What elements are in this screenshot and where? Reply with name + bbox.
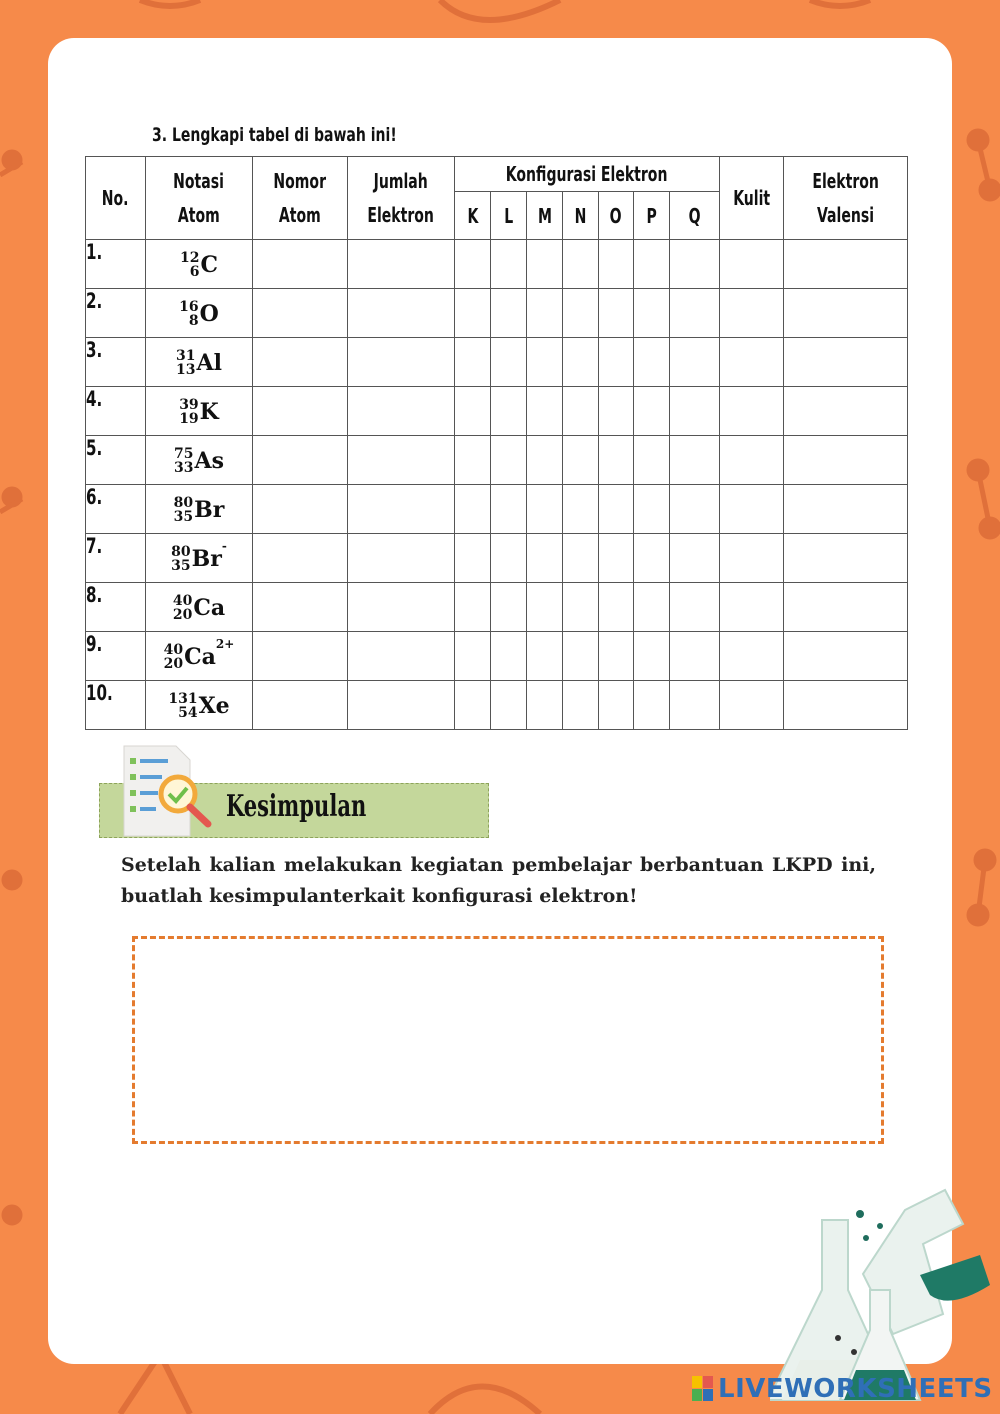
elektron-valensi-input[interactable] xyxy=(784,534,908,583)
header-kulit: Kulit xyxy=(720,157,784,240)
header-shell-m: M xyxy=(527,192,563,240)
shell-q-input[interactable] xyxy=(670,289,720,338)
atom-notation xyxy=(146,632,253,681)
shell-p-input[interactable] xyxy=(634,289,670,338)
elektron-valensi-input[interactable] xyxy=(784,338,908,387)
row-number: 1. xyxy=(86,240,146,289)
mass-number: 80 xyxy=(173,495,194,511)
kesimpulan-answer-box[interactable] xyxy=(132,936,884,1144)
shell-q-input[interactable] xyxy=(670,485,720,534)
jumlah-elektron-input[interactable] xyxy=(348,583,455,632)
jumlah-elektron-input[interactable] xyxy=(348,436,455,485)
header-notasi-atom: Notasi Atom xyxy=(146,157,253,240)
shell-p-input[interactable] xyxy=(634,583,670,632)
elektron-valensi-input[interactable] xyxy=(784,289,908,338)
kesimpulan-instruction: Setelah kalian melakukan kegiatan pembelajar berbantuan LKPD ini, buatlah kesimpulanterkait konfigurasi elektron! xyxy=(121,854,876,907)
mass-number: 12 xyxy=(180,250,200,266)
atom-notation xyxy=(146,289,253,338)
atom-notation xyxy=(146,338,253,387)
atom-notation xyxy=(146,583,253,632)
shell-l-input[interactable] xyxy=(491,436,527,485)
atomic-number: 6 xyxy=(189,264,200,280)
kulit-input[interactable] xyxy=(720,240,784,289)
mass-number: 31 xyxy=(176,348,196,364)
shell-m-input[interactable] xyxy=(527,387,563,436)
elektron-valensi-input[interactable] xyxy=(784,387,908,436)
kulit-input[interactable] xyxy=(720,436,784,485)
shell-o-input[interactable] xyxy=(599,632,634,681)
shell-k-input[interactable] xyxy=(455,338,491,387)
shell-n-input[interactable] xyxy=(563,387,599,436)
shell-q-input[interactable] xyxy=(670,338,720,387)
shell-n-input[interactable] xyxy=(563,534,599,583)
table-row xyxy=(86,681,908,730)
jumlah-elektron-input[interactable] xyxy=(348,632,455,681)
elektron-valensi-input[interactable] xyxy=(784,681,908,730)
shell-k-input[interactable] xyxy=(455,485,491,534)
nomor-atom-input[interactable] xyxy=(253,289,348,338)
shell-o-input[interactable] xyxy=(599,436,634,485)
liveworksheets-logo-icon xyxy=(692,1376,714,1402)
shell-n-input[interactable] xyxy=(563,240,599,289)
kulit-input[interactable] xyxy=(720,485,784,534)
shell-o-input[interactable] xyxy=(599,240,634,289)
shell-o-input[interactable] xyxy=(599,338,634,387)
atomic-number: 35 xyxy=(173,509,194,525)
atomic-number: 20 xyxy=(172,607,193,623)
shell-p-input[interactable] xyxy=(634,387,670,436)
ion-charge: 2+ xyxy=(215,637,235,651)
liveworksheets-text: LIVEWORKSHEETS xyxy=(718,1374,993,1404)
row-number: 9. xyxy=(86,632,146,681)
kulit-input[interactable] xyxy=(720,583,784,632)
elektron-valensi-input[interactable] xyxy=(784,485,908,534)
mass-number: 40 xyxy=(163,642,184,658)
row-number: 6. xyxy=(86,485,146,534)
shell-k-input[interactable] xyxy=(455,436,491,485)
table-row xyxy=(86,485,908,534)
jumlah-elektron-input[interactable] xyxy=(348,338,455,387)
shell-k-input[interactable] xyxy=(455,583,491,632)
nomor-atom-input[interactable] xyxy=(253,485,348,534)
nomor-atom-input[interactable] xyxy=(253,583,348,632)
shell-m-input[interactable] xyxy=(527,534,563,583)
table-body xyxy=(86,240,908,730)
shell-n-input[interactable] xyxy=(563,583,599,632)
nomor-atom-input[interactable] xyxy=(253,436,348,485)
shell-o-input[interactable] xyxy=(599,289,634,338)
shell-k-input[interactable] xyxy=(455,289,491,338)
checklist-magnifier-icon xyxy=(118,744,218,840)
atom-notation xyxy=(146,387,253,436)
element-symbol: C xyxy=(200,252,218,278)
shell-l-input[interactable] xyxy=(491,583,527,632)
element-symbol: Ca xyxy=(193,595,226,621)
elektron-valensi-input[interactable] xyxy=(784,240,908,289)
element-symbol: K xyxy=(199,399,219,425)
shell-l-input[interactable] xyxy=(491,632,527,681)
shell-o-input[interactable] xyxy=(599,681,634,730)
element-symbol: Br xyxy=(191,546,222,572)
shell-m-input[interactable] xyxy=(527,583,563,632)
elektron-valensi-input[interactable] xyxy=(784,583,908,632)
mass-number: 80 xyxy=(171,544,191,560)
header-shell-n: N xyxy=(563,192,599,240)
atom-notation xyxy=(146,485,253,534)
mass-number: 131 xyxy=(168,691,198,707)
nomor-atom-input[interactable] xyxy=(253,387,348,436)
mass-number: 40 xyxy=(172,593,193,609)
shell-k-input[interactable] xyxy=(455,240,491,289)
jumlah-elektron-input[interactable] xyxy=(348,289,455,338)
row-number: 5. xyxy=(86,436,146,485)
table-row xyxy=(86,387,908,436)
atom-notation xyxy=(146,240,253,289)
kulit-input[interactable] xyxy=(720,632,784,681)
header-no: No. xyxy=(86,157,146,240)
header-shell-k: K xyxy=(455,192,491,240)
shell-o-input[interactable] xyxy=(599,583,634,632)
shell-k-input[interactable] xyxy=(455,681,491,730)
shell-n-input[interactable] xyxy=(563,436,599,485)
table-row xyxy=(86,583,908,632)
table-row xyxy=(86,289,908,338)
mass-number: 75 xyxy=(174,446,194,462)
shell-k-input[interactable] xyxy=(455,632,491,681)
shell-q-input[interactable] xyxy=(670,436,720,485)
shell-q-input[interactable] xyxy=(670,387,720,436)
row-number: 7. xyxy=(86,534,146,583)
shell-l-input[interactable] xyxy=(491,240,527,289)
ion-charge: - xyxy=(221,539,227,553)
nomor-atom-input[interactable] xyxy=(253,240,348,289)
atom-notation xyxy=(146,436,253,485)
shell-p-input[interactable] xyxy=(634,632,670,681)
shell-o-input[interactable] xyxy=(599,534,634,583)
atomic-number: 8 xyxy=(188,313,199,329)
shell-l-input[interactable] xyxy=(491,338,527,387)
nomor-atom-input[interactable] xyxy=(253,338,348,387)
shell-n-input[interactable] xyxy=(563,632,599,681)
shell-m-input[interactable] xyxy=(527,240,563,289)
header-shell-l: L xyxy=(491,192,527,240)
electron-configuration-table xyxy=(85,156,908,730)
atomic-number: 33 xyxy=(174,460,194,476)
table-row xyxy=(86,534,908,583)
shell-p-input[interactable] xyxy=(634,240,670,289)
kesimpulan-title: Kesimpulan xyxy=(226,789,367,824)
shell-q-input[interactable] xyxy=(670,534,720,583)
elektron-valensi-input[interactable] xyxy=(784,632,908,681)
shell-p-input[interactable] xyxy=(634,534,670,583)
question-title: 3. Lengkapi tabel di bawah ini! xyxy=(152,124,397,146)
jumlah-elektron-input[interactable] xyxy=(348,681,455,730)
row-number: 4. xyxy=(86,387,146,436)
table-row xyxy=(86,632,908,681)
jumlah-elektron-input[interactable] xyxy=(348,485,455,534)
shell-m-input[interactable] xyxy=(527,681,563,730)
shell-m-input[interactable] xyxy=(527,485,563,534)
shell-m-input[interactable] xyxy=(527,338,563,387)
shell-n-input[interactable] xyxy=(563,289,599,338)
kulit-input[interactable] xyxy=(720,534,784,583)
row-number: 2. xyxy=(86,289,146,338)
shell-p-input[interactable] xyxy=(634,681,670,730)
header-jumlah-elektron: Jumlah Elektron xyxy=(348,157,455,240)
right-molecule-decoration xyxy=(969,131,999,924)
jumlah-elektron-input[interactable] xyxy=(348,387,455,436)
atomic-number: 19 xyxy=(179,411,199,427)
shell-k-input[interactable] xyxy=(455,534,491,583)
shell-p-input[interactable] xyxy=(634,338,670,387)
shell-q-input[interactable] xyxy=(670,240,720,289)
table-row xyxy=(86,338,908,387)
header-nomor-atom: Nomor Atom xyxy=(253,157,348,240)
header-shell-p: P xyxy=(634,192,670,240)
jumlah-elektron-input[interactable] xyxy=(348,534,455,583)
shell-o-input[interactable] xyxy=(599,387,634,436)
shell-n-input[interactable] xyxy=(563,485,599,534)
atomic-number: 54 xyxy=(178,705,198,721)
kulit-input[interactable] xyxy=(720,289,784,338)
shell-m-input[interactable] xyxy=(527,436,563,485)
shell-p-input[interactable] xyxy=(634,436,670,485)
element-symbol: Xe xyxy=(198,693,230,719)
shell-p-input[interactable] xyxy=(634,485,670,534)
elektron-valensi-input[interactable] xyxy=(784,436,908,485)
atom-notation xyxy=(146,681,253,730)
atom-notation xyxy=(146,534,253,583)
element-symbol: As xyxy=(194,448,224,474)
row-number: 3. xyxy=(86,338,146,387)
shell-l-input[interactable] xyxy=(491,681,527,730)
nomor-atom-input[interactable] xyxy=(253,681,348,730)
table-row xyxy=(86,240,908,289)
table-row xyxy=(86,436,908,485)
shell-l-input[interactable] xyxy=(491,534,527,583)
shell-m-input[interactable] xyxy=(527,289,563,338)
header-konfigurasi-elektron: Konfigurasi Elektron xyxy=(455,157,720,192)
shell-l-input[interactable] xyxy=(491,387,527,436)
mass-number: 16 xyxy=(179,299,199,315)
element-symbol: O xyxy=(199,301,219,327)
row-number: 10. xyxy=(86,681,146,730)
shell-n-input[interactable] xyxy=(563,338,599,387)
nomor-atom-input[interactable] xyxy=(253,534,348,583)
jumlah-elektron-input[interactable] xyxy=(348,240,455,289)
shell-q-input[interactable] xyxy=(670,583,720,632)
shell-l-input[interactable] xyxy=(491,485,527,534)
atomic-number: 20 xyxy=(163,656,184,672)
shell-n-input[interactable] xyxy=(563,681,599,730)
shell-l-input[interactable] xyxy=(491,289,527,338)
top-flask-decoration xyxy=(140,0,870,20)
kulit-input[interactable] xyxy=(720,387,784,436)
shell-q-input[interactable] xyxy=(670,681,720,730)
atomic-number: 35 xyxy=(171,558,191,574)
nomor-atom-input[interactable] xyxy=(253,632,348,681)
header-shell-q: Q xyxy=(670,192,720,240)
shell-m-input[interactable] xyxy=(527,632,563,681)
header-shell-o: O xyxy=(599,192,634,240)
row-number: 8. xyxy=(86,583,146,632)
kulit-input[interactable] xyxy=(720,338,784,387)
mass-number: 39 xyxy=(179,397,199,413)
element-symbol: Br xyxy=(194,497,225,523)
shell-q-input[interactable] xyxy=(670,632,720,681)
left-molecule-decoration xyxy=(0,152,22,1223)
element-symbol: Al xyxy=(196,350,222,376)
atomic-number: 13 xyxy=(176,362,196,378)
shell-o-input[interactable] xyxy=(599,485,634,534)
header-elektron-valensi: Elektron Valensi xyxy=(784,157,908,240)
element-symbol: Ca xyxy=(184,644,216,670)
liveworksheets-brand xyxy=(692,1374,993,1404)
shell-k-input[interactable] xyxy=(455,387,491,436)
kulit-input[interactable] xyxy=(720,681,784,730)
